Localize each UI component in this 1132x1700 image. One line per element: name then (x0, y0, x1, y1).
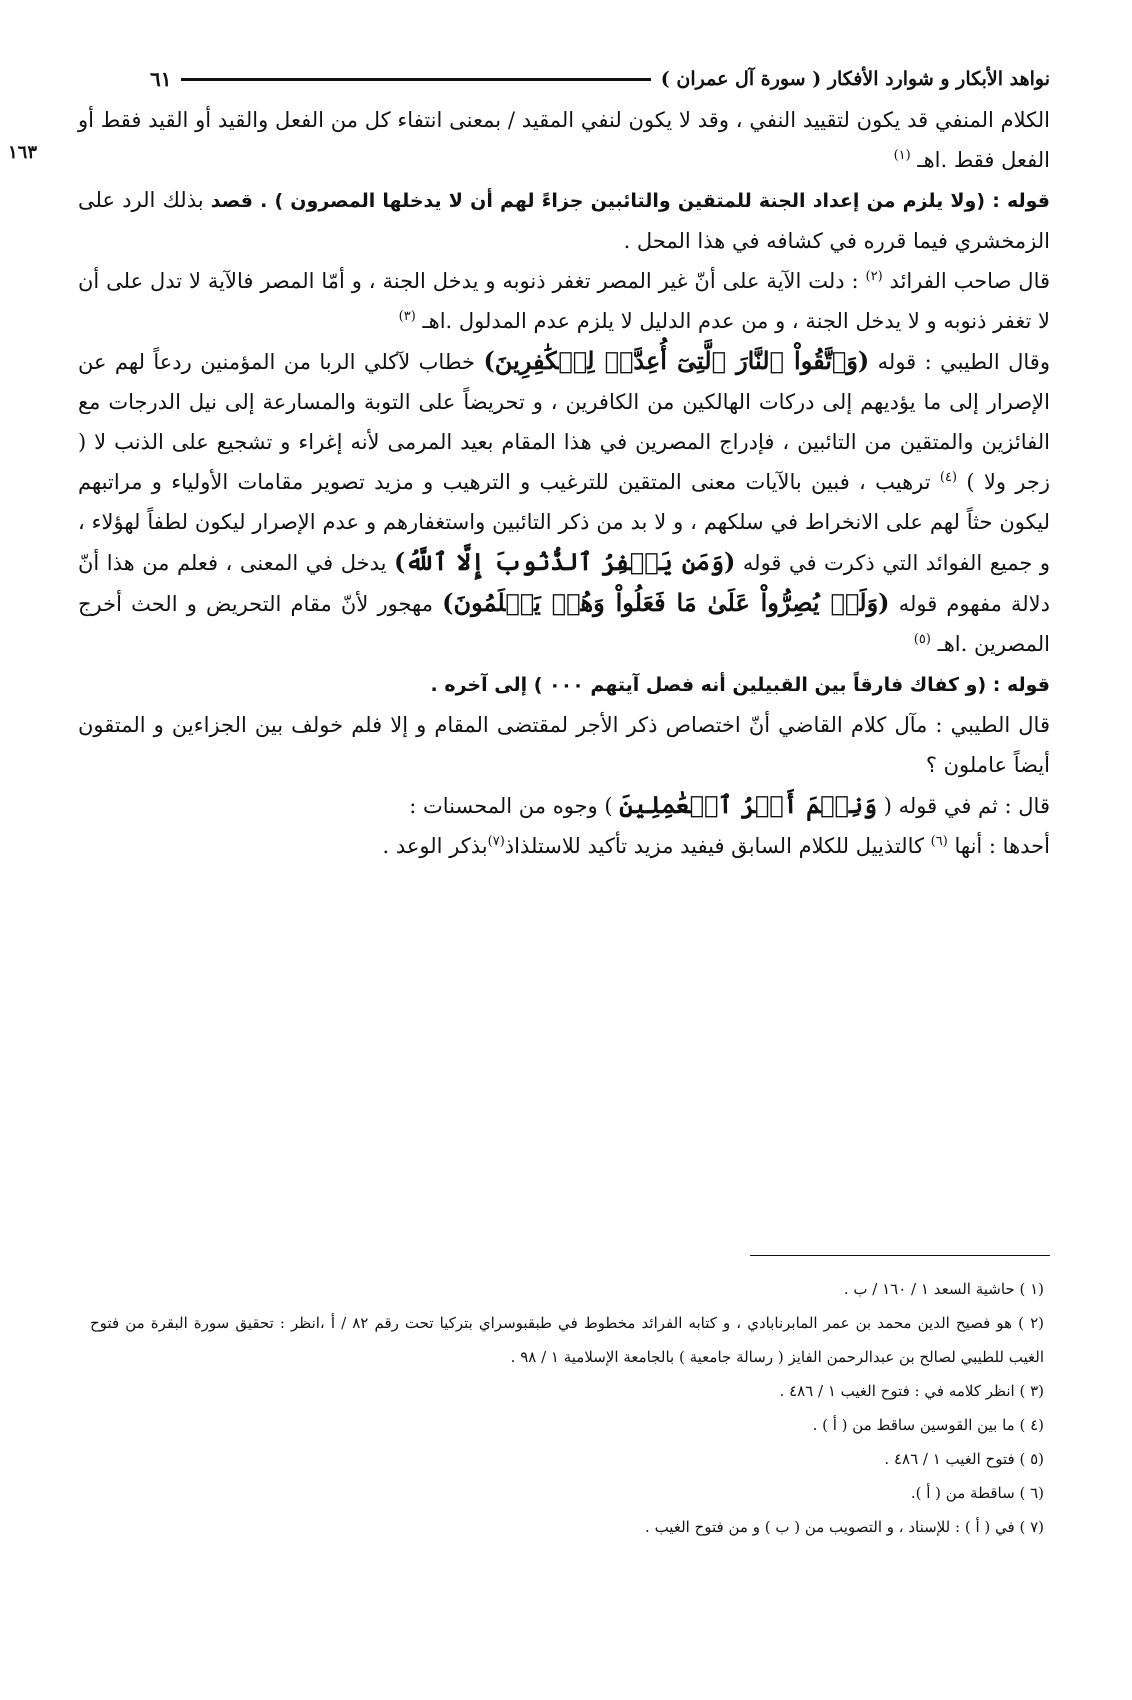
header-title: نواهد الأبكار و شوارد الأفكار ( سورة آل عمران ) (660, 68, 1050, 90)
footnote-separator (750, 1255, 1050, 1256)
paragraph-1-text: الكلام المنفي قد يكون لتقييد النفي ، وقد لا يكون لنفي المقيد / بمعنى انتفاء كل من الفعل والقيد أو القيد فقط أو الفعل فقط .اهـ (78, 108, 1050, 172)
paragraph-1 (78, 100, 1050, 180)
paragraph-2-text: بذلك الرد على الزمخشري فيما قرره في كشافه في هذا المحل . (78, 188, 1050, 253)
paragraph-7 (78, 785, 1050, 826)
footnote-ref-4: (٤) (939, 470, 958, 485)
paragraph-7-text-b: ) وجوه من المحسنات : (409, 794, 613, 818)
quran-verse-2: (وَمَن يَغۡفِرُ ٱلذُّنُوبَ إِلَّا ٱللَّهُ) (394, 547, 736, 576)
footnote-2: (٢ ) هو فصيح الدين محمد بن عمر المابرنابادي ، و كتابه الفرائد مخطوط في طبقبوسراي بتركيا تحت رقم ٨٢ / أ ،انظر : تحقيق سورة البقرة من فتوح الغيب للطيبي لصالح بن عبدالرحمن الفايز ( رسالة جامعية ) بالجامعة الإسلامية ١ / ٩٨ . (90, 1314, 1044, 1366)
main-text (78, 100, 1050, 866)
paragraph-8-text-b: كالتذييل للكلام السابق فيفيد مزيد تأكيد للاستلذاذ (504, 834, 924, 858)
footnote-3: (٣ ) انظر كلامه في : فتوح الغيب ١ / ٤٨٦ . (779, 1382, 1044, 1400)
footnote-ref-5: (٥) (913, 632, 931, 647)
paragraph-3-text-b: : دلت الآية على أنّ غير المصر تغفر ذنوبه و يدخل الجنة ، و أمّا المصر فالآية لا تدل على أن لا تغفر ذنوبه و لا يدخل الجنة ، و من عدم الدليل لا يلزم عدم المدلول .اهـ (78, 269, 1050, 333)
paragraph-8-text-c: بذكر الوعد . (382, 834, 488, 858)
paragraph-4 (78, 341, 1050, 664)
quran-verse-3: (وَلَمۡ يُصِرُّواْ عَلَىٰ مَا فَعَلُواْ وَهُمۡ يَعۡلَمُونَ) (442, 588, 890, 617)
footnotes (90, 1272, 1044, 1544)
footnote-ref-1: (١) (893, 148, 911, 163)
footnote-5: (٥ ) فتوح الغيب ١ / ٤٨٦ . (884, 1450, 1044, 1468)
paragraph-5 (78, 664, 1050, 705)
quran-verse-4: وَنِعۡمَ أَجۡرُ ٱلۡعَٰمِلِينَ (619, 790, 878, 819)
quran-verse-1: (وَٱتَّقُواْ ٱلنَّارَ ٱلَّتِىٓ أُعِدَّتۡ لِلۡكَٰفِرِينَ) (483, 346, 870, 375)
page-number: ٦١ (150, 67, 172, 91)
footnote-7: (٧ ) في ( أ ) : للإسناد ، و التصويب من ( ب ) و من فتوح الغيب . (645, 1518, 1044, 1536)
footnote-ref-3: (٣) (398, 309, 416, 324)
margin-page-reference: ١٦٣ (8, 142, 38, 163)
paragraph-8 (78, 826, 1050, 866)
paragraph-3 (78, 261, 1050, 341)
footnote-6: (٦ ) ساقطة من ( أ ). (910, 1484, 1044, 1502)
running-header (150, 62, 1050, 96)
commentary-heading-1: قوله : (ولا يلزم من إعداد الجنة للمتقين والتائبين جزاءً لهم أن لا يدخلها المصرون ) . قصد (210, 190, 1050, 212)
header-rule (181, 78, 650, 81)
paragraph-4-text-a: وقال الطيبي : قوله (877, 350, 1050, 374)
paragraph-2 (78, 180, 1050, 261)
footnote-ref-6: (٦) (930, 834, 948, 849)
footnote-ref-7: (٧) (487, 834, 505, 849)
footnote-ref-2: (٢) (865, 269, 883, 284)
footnote-4: (٤ ) ما بين القوسين ساقط من ( أ ) . (812, 1416, 1044, 1434)
paragraph-4-text-e: مهجور لأنّ مقام التحريض و الحث أخرج المصرين .اهـ (78, 592, 1050, 656)
paragraph-8-text-a: أحدها : أنها (954, 834, 1050, 858)
paragraph-7-text-a: قال : ثم في قوله ( (883, 794, 1050, 818)
paragraph-4-text-d: يدخل في المعنى ، فعلم من هذا أنّ دلالة مفهوم قوله (78, 551, 1050, 616)
footnote-1: (١ ) حاشية السعد ١ / ١٦٠ / ب . (843, 1280, 1044, 1298)
paragraph-4-text-c: ترهيب ، فبين بالآيات معنى المتقين للترغيب و الترهيب و مزيد تصوير مقامات الأولياء و مراتبهم ليكون حثاً لهم على الانخراط في سلكهم ، و لا بد من ذكر التائبين واستغفارهم و عدم الإصرار ليكون لطفاً لهؤلاء ، و جميع الفوائد التي ذكرت في قوله (78, 470, 1050, 575)
paragraph-6 (78, 705, 1050, 785)
paragraph-3-text-a: قال صاحب الفرائد (889, 269, 1051, 293)
paragraph-4-text-b: خطاب لآكلي الربا من المؤمنين ردعاً لهم عن الإصرار إلى ما يؤديهم إلى دركات الهالكين من الكافرين ، و تحريضاً على التوبة والمسارعة إلى نيل الدرجات مع الفائزين والمتقين من التائبين ، فإدراج المصرين في هذا المقام بعيد المرمى لأنه إغراء و تشجيع على الذنب لا ( زجر ولا ) (78, 350, 1050, 494)
commentary-heading-2: قوله : (و كفاك فارقاً بين القبيلين أنه فصل آيتهم ۰۰۰ ) إلى آخره . (430, 674, 1050, 696)
paragraph-6-text: قال الطيبي : مآل كلام القاضي أنّ اختصاص ذكر الأجر لمقتضى المقام و إلا فلم خولف بين الجزاءين و المتقون أيضاً عاملون ؟ (78, 713, 1050, 777)
